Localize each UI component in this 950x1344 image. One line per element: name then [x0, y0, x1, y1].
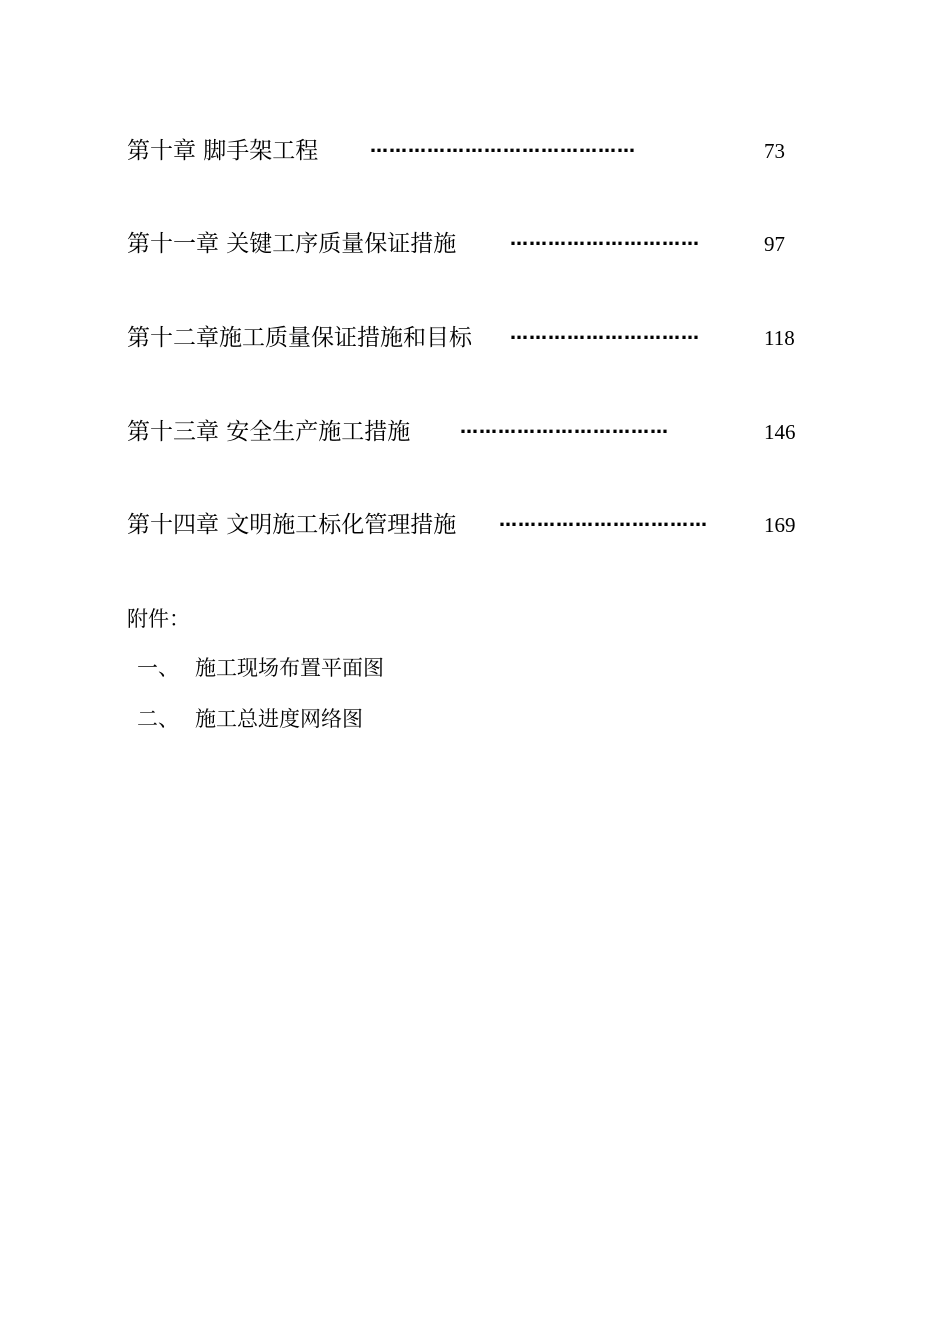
appendix-item[interactable] [137, 651, 384, 685]
toc-dot-leader: …………………………… [460, 417, 669, 438]
toc-page-number: 169 [764, 513, 796, 537]
toc-dot-leader: ………………………… [510, 323, 700, 344]
toc-page-number: 97 [764, 232, 785, 256]
toc-entry[interactable] [127, 224, 817, 264]
appendix-item-text: 施工现场布置平面图 [195, 656, 384, 680]
toc-entry-title: 第十四章 文明施工标化管理措施 [127, 512, 457, 538]
appendix-item-text: 施工总进度网络图 [195, 707, 363, 731]
toc-entry-title: 第十一章 关键工序质量保证措施 [127, 231, 457, 257]
toc-entry-title: 第十三章 安全生产施工措施 [127, 419, 411, 445]
appendix-heading: 附件： [127, 607, 190, 631]
appendix-item-number: 一、 [137, 656, 179, 680]
toc-entry[interactable] [127, 318, 817, 358]
toc-page-number: 118 [764, 326, 795, 350]
toc-entry-title: 第十二章施工质量保证措施和目标 [127, 325, 472, 351]
toc-entry[interactable] [127, 412, 817, 452]
appendix-item[interactable] [137, 702, 363, 736]
toc-page-number: 146 [764, 420, 796, 444]
toc-dot-leader: …………………………… [499, 510, 708, 531]
toc-entry[interactable] [127, 505, 817, 545]
appendix-item-number: 二、 [137, 707, 179, 731]
toc-page-number: 73 [764, 139, 785, 163]
toc-dot-leader: ………………………… [510, 229, 700, 250]
toc-dot-leader: …………………………………… [370, 136, 636, 157]
toc-entry[interactable] [127, 131, 817, 171]
toc-entry-title: 第十章 脚手架工程 [127, 138, 319, 164]
